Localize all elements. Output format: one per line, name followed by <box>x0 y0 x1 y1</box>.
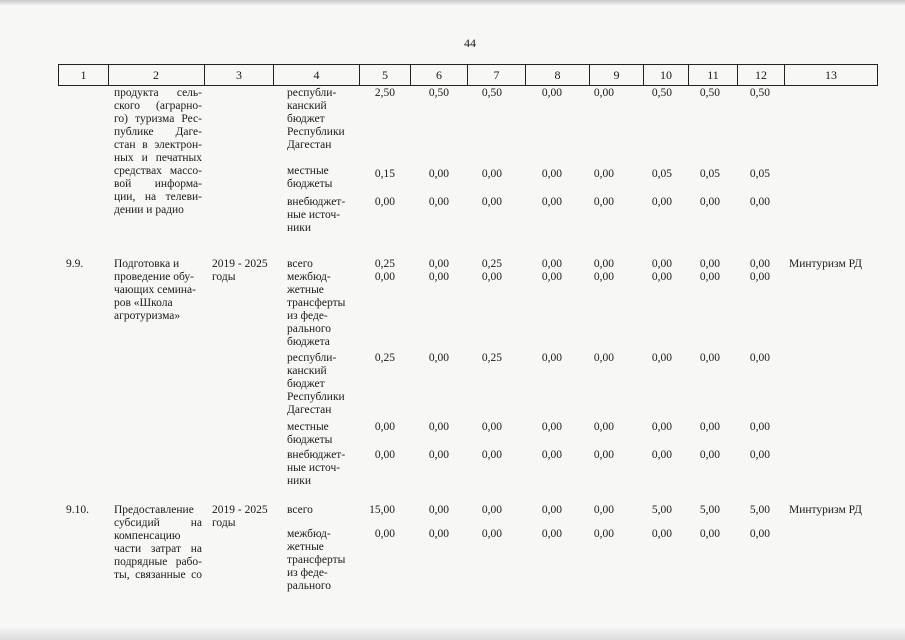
period-line: 2019 - 2025 <box>212 504 268 516</box>
source-line: жетные <box>287 284 324 296</box>
source-line: жетные <box>287 541 324 553</box>
value-cell: 0,00 <box>651 352 672 364</box>
source-line: межбюд- <box>287 271 331 283</box>
value-cell: 0,00 <box>541 168 562 180</box>
value-cell: 0,00 <box>749 352 770 364</box>
source-line: бюджеты <box>287 434 333 446</box>
value-cell: 0,00 <box>428 168 449 180</box>
value-cell: 0,00 <box>699 421 720 433</box>
value-cell: 0,00 <box>374 528 395 540</box>
value-cell: 0,00 <box>374 449 395 461</box>
value-cell: 0,00 <box>541 421 562 433</box>
value-cell: 0,00 <box>593 258 614 270</box>
source-line: Дагестан <box>287 139 332 151</box>
header-col-9: 9 <box>590 65 644 85</box>
value-cell: 0,00 <box>428 352 449 364</box>
value-cell: 0,50 <box>481 87 502 99</box>
source-line: бюджет <box>287 378 325 390</box>
header-col-4: 4 <box>274 65 360 85</box>
scan-top-edge <box>0 0 905 5</box>
item-name-line: ции, на телеви- <box>114 191 202 203</box>
header-col-12: 12 <box>738 65 785 85</box>
header-col-7: 7 <box>468 65 526 85</box>
value-cell: 0,00 <box>593 449 614 461</box>
item-name-line: вой информа- <box>114 178 202 190</box>
period-line: 2019 - 2025 <box>212 258 268 270</box>
value-cell: 0,00 <box>593 504 614 516</box>
source-line: внебюджет- <box>287 196 346 208</box>
value-cell: 0,05 <box>651 168 672 180</box>
item-name-line: субсидий на <box>114 517 202 529</box>
value-cell: 0,00 <box>749 528 770 540</box>
value-cell: 5,00 <box>651 504 672 516</box>
source-line: Республики <box>287 391 345 403</box>
value-cell: 0,00 <box>749 196 770 208</box>
value-cell: 0,00 <box>541 352 562 364</box>
source-line: ники <box>287 475 312 487</box>
source-line: ники <box>287 222 312 234</box>
item-name-line: части затрат на <box>114 543 202 555</box>
value-cell: 0,00 <box>699 352 720 364</box>
source-line: республи- <box>287 352 337 364</box>
page-number: 44 <box>464 36 476 50</box>
value-cell: 0,00 <box>593 352 614 364</box>
item-name-line: подрядные рабо- <box>114 556 202 568</box>
value-cell: 0,50 <box>428 87 449 99</box>
source-line: трансферты <box>287 297 346 309</box>
header-col-5: 5 <box>360 65 411 85</box>
item-name-line: Предоставление <box>114 504 194 516</box>
value-cell: 0,00 <box>374 196 395 208</box>
value-cell: 0,00 <box>593 528 614 540</box>
value-cell: 0,00 <box>593 271 614 283</box>
value-cell: 0,00 <box>699 449 720 461</box>
value-cell: 0,00 <box>541 258 562 270</box>
value-cell: 0,00 <box>541 87 562 99</box>
item-name-line: стан в электрон- <box>114 139 202 151</box>
source-line: всего <box>287 258 313 270</box>
executor: Минтуризм РД <box>789 258 862 270</box>
value-cell: 0,00 <box>749 449 770 461</box>
source-line: из феде- <box>287 567 328 579</box>
value-cell: 0,00 <box>651 449 672 461</box>
value-cell: 0,00 <box>749 271 770 283</box>
value-cell: 0,00 <box>428 421 449 433</box>
value-cell: 0,00 <box>481 421 502 433</box>
source-line: из феде- <box>287 310 328 322</box>
value-cell: 0,00 <box>374 421 395 433</box>
value-cell: 0,00 <box>699 196 720 208</box>
value-cell: 0,00 <box>651 258 672 270</box>
value-cell: 0,05 <box>699 168 720 180</box>
item-name-line: публике Даге- <box>114 126 202 138</box>
item-name-line: ров «Школа <box>114 297 173 309</box>
value-cell: 0,00 <box>428 196 449 208</box>
value-cell: 0,25 <box>481 352 502 364</box>
source-line: ные источ- <box>287 209 341 221</box>
value-cell: 0,05 <box>749 168 770 180</box>
source-line: республи- <box>287 87 337 99</box>
item-name-line: ты, связанные со <box>114 569 202 581</box>
value-cell: 0,00 <box>749 421 770 433</box>
item-name-line: продукта сель- <box>114 87 202 99</box>
value-cell: 15,00 <box>369 504 395 516</box>
value-cell: 0,00 <box>593 421 614 433</box>
source-line: канский <box>287 365 327 377</box>
value-cell: 0,00 <box>593 196 614 208</box>
executor: Минтуризм РД <box>789 504 862 516</box>
header-col-1: 1 <box>58 65 109 85</box>
value-cell: 2,50 <box>374 87 395 99</box>
value-cell: 0,00 <box>651 271 672 283</box>
value-cell: 0,50 <box>699 87 720 99</box>
value-cell: 5,00 <box>699 504 720 516</box>
source-line: Дагестан <box>287 404 332 416</box>
source-line: бюджета <box>287 336 330 348</box>
value-cell: 0,00 <box>651 528 672 540</box>
item-name-line: агротуризма» <box>114 310 181 322</box>
source-line: ные источ- <box>287 462 341 474</box>
value-cell: 0,00 <box>541 504 562 516</box>
header-col-8: 8 <box>526 65 590 85</box>
source-line: местные <box>287 165 329 177</box>
header-col-6: 6 <box>411 65 468 85</box>
value-cell: 0,00 <box>651 196 672 208</box>
header-col-10: 10 <box>644 65 689 85</box>
value-cell: 0,00 <box>428 258 449 270</box>
value-cell: 0,00 <box>699 528 720 540</box>
value-cell: 0,00 <box>481 528 502 540</box>
item-name-line: Подготовка и <box>114 258 180 270</box>
value-cell: 0,00 <box>593 87 614 99</box>
source-line: бюджеты <box>287 178 333 190</box>
source-line: межбюд- <box>287 528 331 540</box>
value-cell: 0,25 <box>481 258 502 270</box>
item-number: 9.9. <box>66 258 84 270</box>
value-cell: 0,00 <box>541 196 562 208</box>
value-cell: 5,00 <box>749 504 770 516</box>
source-line: канский <box>287 100 327 112</box>
value-cell: 0,25 <box>374 352 395 364</box>
header-col-3: 3 <box>205 65 274 85</box>
item-name-line: ского (аграрно- <box>114 100 202 112</box>
value-cell: 0,00 <box>699 271 720 283</box>
source-line: Республики <box>287 126 345 138</box>
source-line: внебюджет- <box>287 449 346 461</box>
item-name-line: ных и печатных <box>114 152 202 164</box>
item-name-line: го) туризма Рес- <box>114 113 202 125</box>
item-name-line: проведение обу- <box>114 271 194 283</box>
item-name-line: средствах массо- <box>114 165 202 177</box>
value-cell: 0,00 <box>699 258 720 270</box>
item-name-line: дении и радио <box>114 204 184 216</box>
value-cell: 0,00 <box>651 421 672 433</box>
value-cell: 0,00 <box>481 504 502 516</box>
period-line: годы <box>212 517 236 529</box>
source-line: бюджет <box>287 113 325 125</box>
value-cell: 0,50 <box>651 87 672 99</box>
source-line: местные <box>287 421 329 433</box>
value-cell: 0,00 <box>749 258 770 270</box>
source-line: рального <box>287 323 332 335</box>
value-cell: 0,00 <box>481 196 502 208</box>
value-cell: 0,00 <box>541 528 562 540</box>
value-cell: 0,00 <box>428 271 449 283</box>
item-name-line: компенсацию <box>114 530 181 542</box>
value-cell: 0,00 <box>481 168 502 180</box>
item-name-line: чающих семина- <box>114 284 196 296</box>
value-cell: 0,50 <box>749 87 770 99</box>
value-cell: 0,00 <box>541 449 562 461</box>
value-cell: 0,00 <box>428 504 449 516</box>
table-header-row <box>58 64 878 86</box>
item-number: 9.10. <box>66 504 89 516</box>
value-cell: 0,00 <box>428 449 449 461</box>
scan-bottom-edge <box>0 628 905 640</box>
header-col-13: 13 <box>785 65 878 85</box>
value-cell: 0,25 <box>374 258 395 270</box>
value-cell: 0,15 <box>374 168 395 180</box>
value-cell: 0,00 <box>593 168 614 180</box>
header-col-11: 11 <box>689 65 738 85</box>
source-line: всего <box>287 504 313 516</box>
value-cell: 0,00 <box>374 271 395 283</box>
source-line: трансферты <box>287 554 346 566</box>
value-cell: 0,00 <box>481 449 502 461</box>
source-line: рального <box>287 580 332 592</box>
value-cell: 0,00 <box>428 528 449 540</box>
value-cell: 0,00 <box>541 271 562 283</box>
value-cell: 0,00 <box>481 271 502 283</box>
period-line: годы <box>212 271 236 283</box>
header-col-2: 2 <box>108 65 205 85</box>
